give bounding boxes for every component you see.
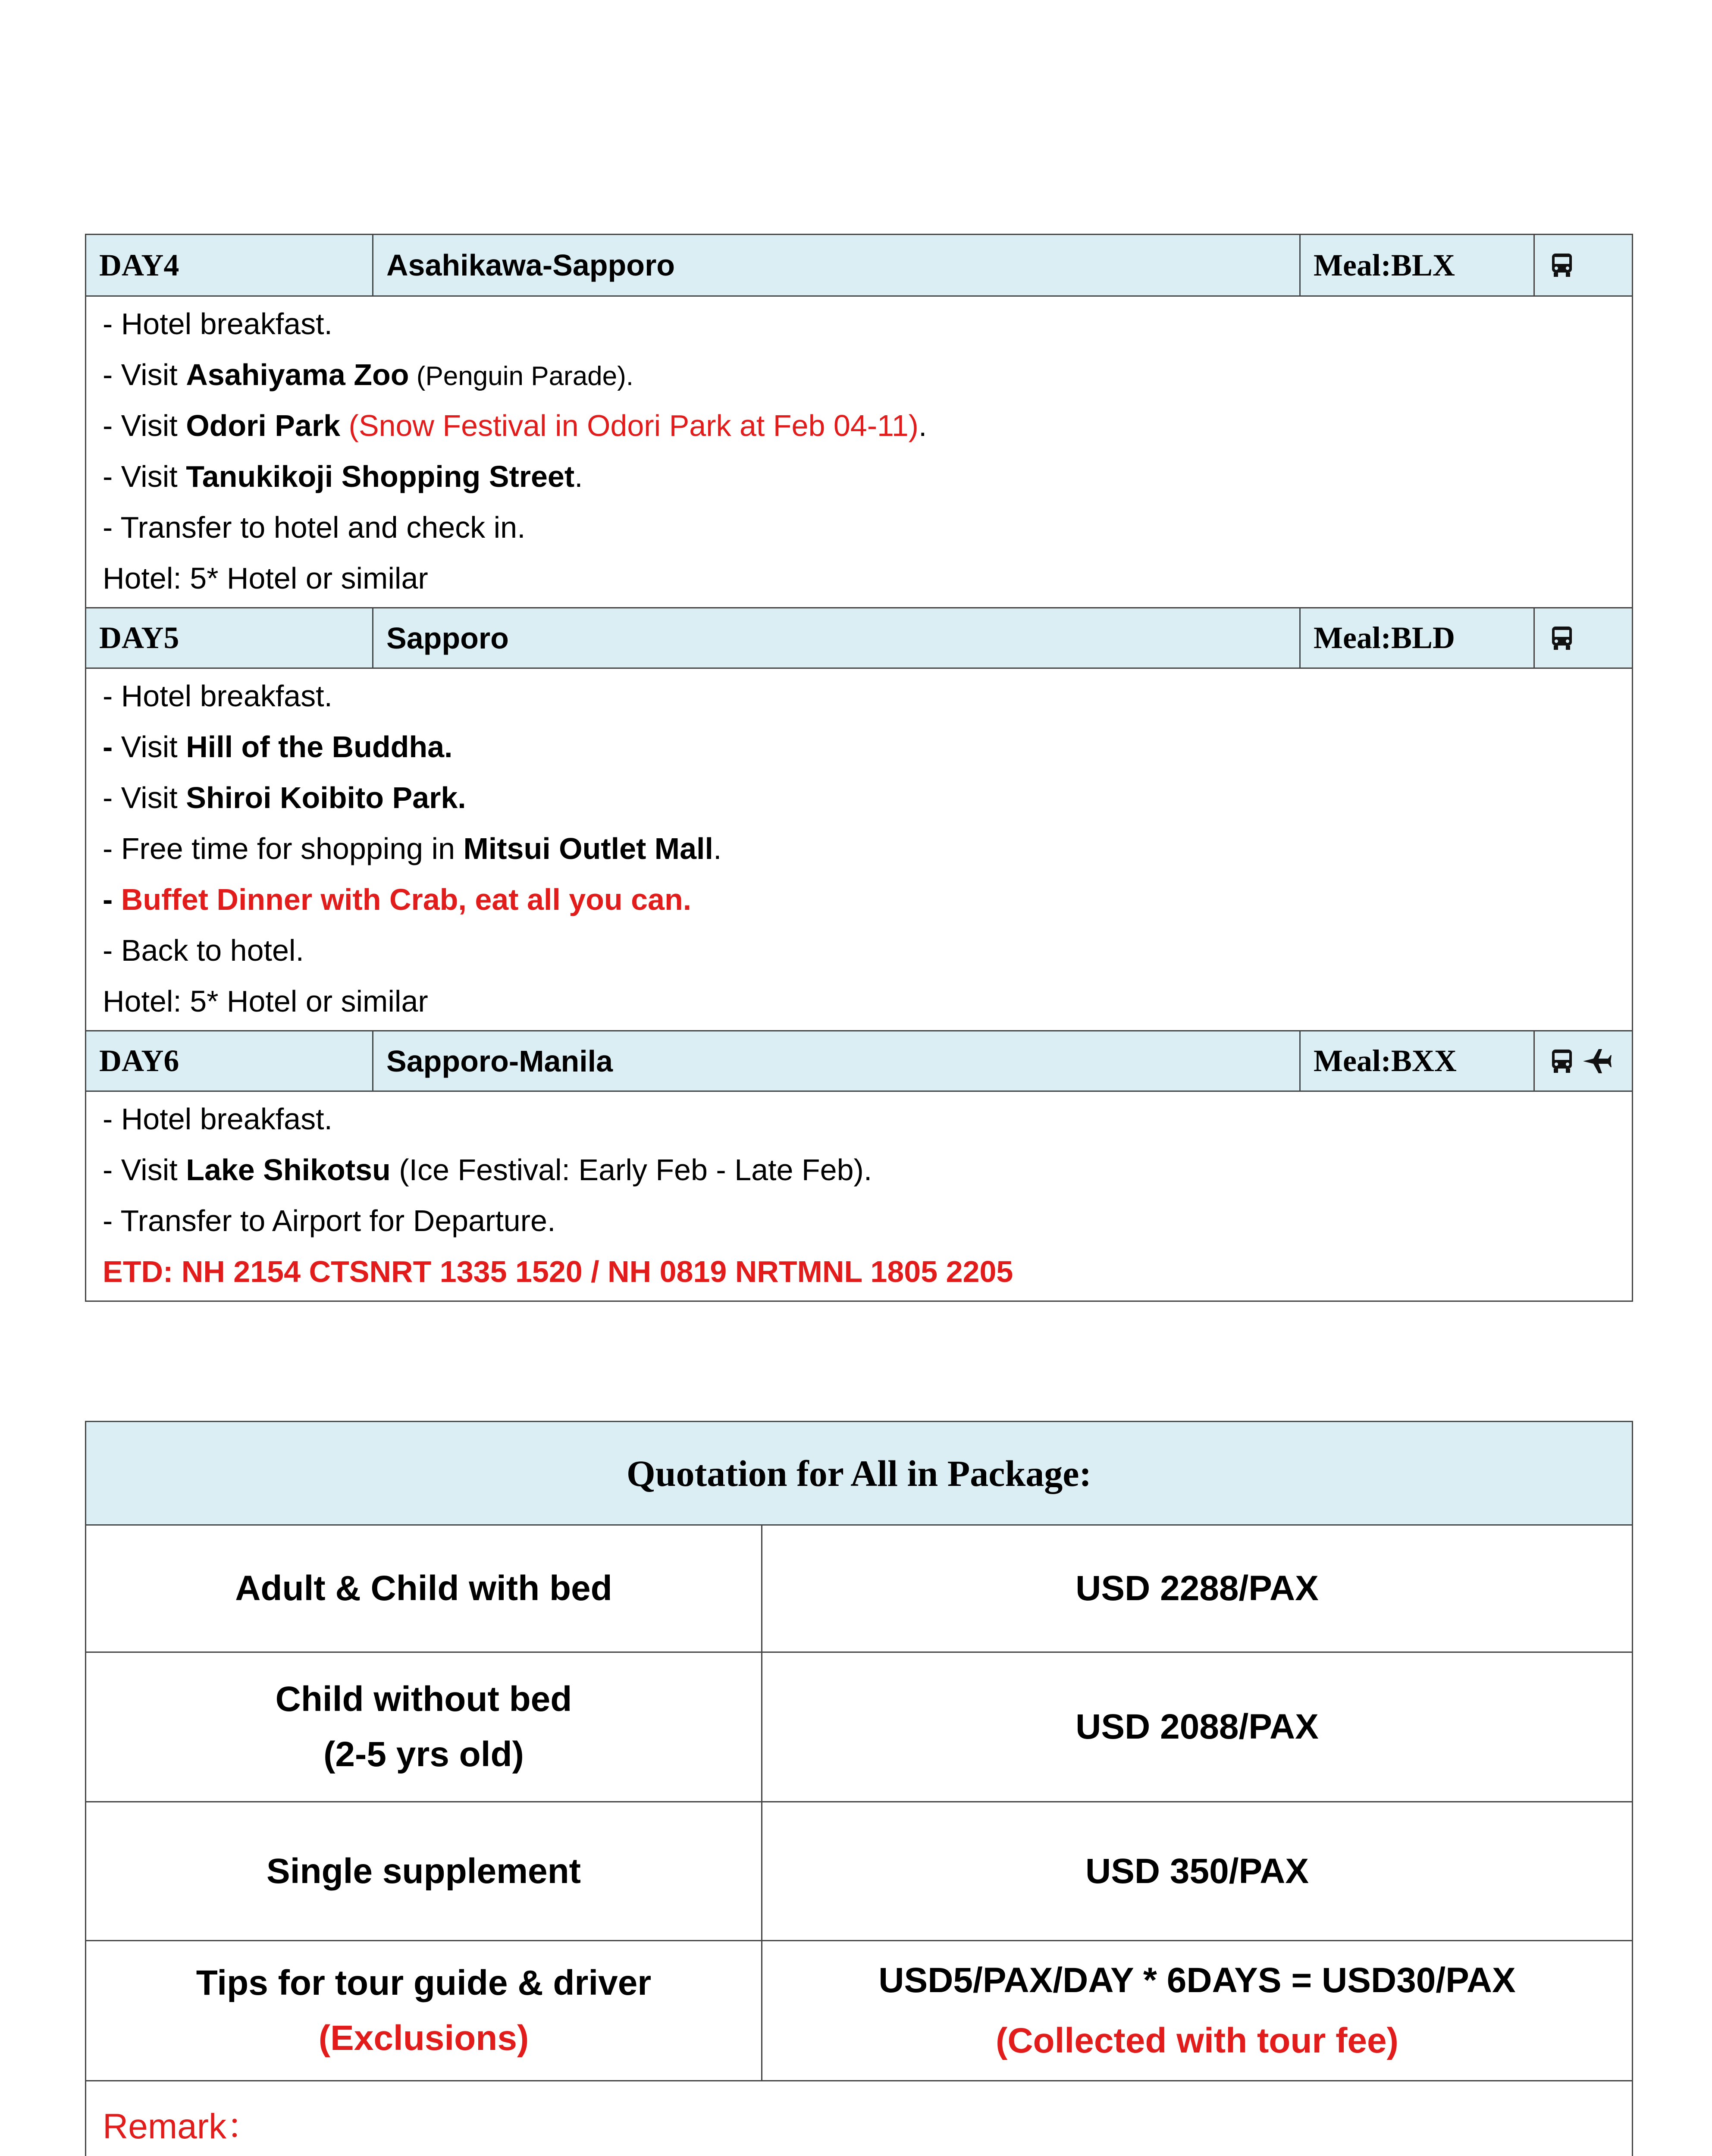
price-value-cell [762, 1526, 1632, 1651]
hotel-line [103, 976, 1615, 1027]
price-value: USD 350/PAX [1085, 1851, 1309, 1891]
line-text: - Visit [103, 358, 186, 392]
line-text: (Penguin Parade). [409, 361, 634, 391]
itinerary-table [85, 234, 1633, 1302]
price-label: Single supplement [267, 1851, 581, 1891]
line-text: - Visit [103, 781, 186, 815]
transport-icons [1535, 235, 1632, 295]
line-text: - [103, 883, 121, 916]
line-text: Asahiyama Zoo [186, 358, 409, 392]
line-text: - Free time for shopping in [103, 832, 464, 865]
line-text: - Hotel breakfast. [103, 307, 332, 341]
price-row [86, 1653, 1632, 1802]
line-text: ETD: NH 2154 CTSNRT 1335 1520 / NH 0819 NRTMNL 1805 2205 [103, 1255, 1013, 1288]
detail-line [103, 823, 1615, 874]
price-value-cell [762, 1941, 1632, 2080]
price-label-cell [86, 1653, 762, 1801]
remark-section [86, 2081, 1632, 2156]
price-row [86, 1526, 1632, 1653]
day-label: DAY4 [86, 235, 373, 295]
detail-line [103, 874, 1615, 925]
price-value: USD 2288/PAX [1075, 1569, 1319, 1608]
detail-line [103, 925, 1615, 976]
line-text: - Hotel breakfast. [103, 679, 332, 713]
transport-icons [1535, 608, 1632, 667]
bus-icon [1550, 1049, 1574, 1074]
line-text: . [574, 460, 583, 493]
detail-line [103, 451, 1615, 502]
detail-line [103, 1094, 1615, 1144]
detail-line [103, 721, 1615, 772]
day-route: Sapporo-Manila [373, 1031, 1301, 1091]
line-text: Hill of the Buddha. [186, 730, 453, 764]
price-label-sub: (2-5 yrs old) [323, 1735, 524, 1774]
line-text: - Transfer to Airport for Departure. [103, 1204, 556, 1238]
airplane-icon [1581, 1047, 1612, 1075]
day-label: DAY5 [86, 608, 373, 667]
price-value: USD 2088/PAX [1075, 1707, 1319, 1746]
hotel-line [103, 553, 1615, 604]
price-value: USD5/PAX/DAY * 6DAYS = USD30/PAX [878, 1961, 1516, 2000]
line-text: Shiroi Koibito Park. [186, 781, 466, 815]
day-meal: Meal:BLX [1301, 235, 1535, 295]
bus-icon [1550, 253, 1574, 278]
day-details [86, 669, 1632, 1030]
line-text: Mitsui Outlet Mall [463, 832, 713, 865]
line-text: - Back to hotel. [103, 934, 304, 967]
price-label: Child without bed [275, 1680, 572, 1719]
price-label: Tips for tour guide & driver [196, 1963, 652, 2002]
transport-icons [1535, 1031, 1632, 1091]
line-text: - Transfer to hotel and check in. [103, 511, 526, 544]
price-label-cell [86, 1802, 762, 1940]
day-route: Asahikawa-Sapporo [373, 235, 1301, 295]
day-route: Sapporo [373, 608, 1301, 667]
collection-note: (Collected with tour fee) [996, 2021, 1398, 2060]
line-text: - [103, 730, 121, 764]
day-details [86, 1092, 1632, 1300]
price-value-cell [762, 1653, 1632, 1801]
day-meal: Meal:BXX [1301, 1031, 1535, 1091]
line-text: Hotel: 5* Hotel or similar [103, 984, 428, 1018]
detail-line [103, 349, 1615, 400]
day-meal: Meal:BLD [1301, 608, 1535, 667]
detail-line [103, 298, 1615, 349]
line-text: Visit [121, 730, 186, 764]
line-text: Lake Shikotsu [186, 1153, 391, 1187]
detail-line [103, 400, 1615, 451]
line-text: Odori Park [186, 409, 341, 442]
line-text: - Visit [103, 1153, 186, 1187]
flight-line [103, 1246, 1615, 1297]
price-label-cell [86, 1526, 762, 1651]
line-text: (Ice Festival: Early Feb - Late Feb). [390, 1153, 872, 1187]
price-label-cell [86, 1941, 762, 2080]
quotation-title: Quotation for All in Package: [86, 1422, 1632, 1526]
line-text: Buffet Dinner with Crab, eat all you can. [121, 883, 692, 916]
price-row [86, 1802, 1632, 1941]
day-label: DAY6 [86, 1031, 373, 1091]
quotation-table [85, 1421, 1633, 2156]
day-header-row [86, 1030, 1632, 1092]
day-header-row [86, 607, 1632, 669]
detail-line [103, 671, 1615, 721]
detail-line [103, 772, 1615, 823]
bus-icon [1550, 626, 1574, 651]
detail-line [103, 1144, 1615, 1195]
line-text: - Visit [103, 460, 186, 493]
line-text: (Snow Festival in Odori Park at Feb 04-11) [340, 409, 919, 442]
line-text: Hotel: 5* Hotel or similar [103, 561, 428, 595]
detail-line [103, 1195, 1615, 1246]
price-row [86, 1941, 1632, 2081]
remark-title: Remark： [103, 2107, 262, 2146]
exclusions-note: (Exclusions) [318, 2018, 529, 2058]
line-text: - Visit [103, 409, 186, 442]
price-label: Adult & Child with bed [235, 1569, 612, 1608]
day-details [86, 297, 1632, 607]
line-text: . [713, 832, 722, 865]
price-value-cell [762, 1802, 1632, 1940]
line-text: Tanukikoji Shopping Street [186, 460, 575, 493]
line-text: - Hotel breakfast. [103, 1102, 332, 1136]
detail-line [103, 502, 1615, 553]
line-text: . [919, 409, 927, 442]
day-header-row [86, 235, 1632, 297]
